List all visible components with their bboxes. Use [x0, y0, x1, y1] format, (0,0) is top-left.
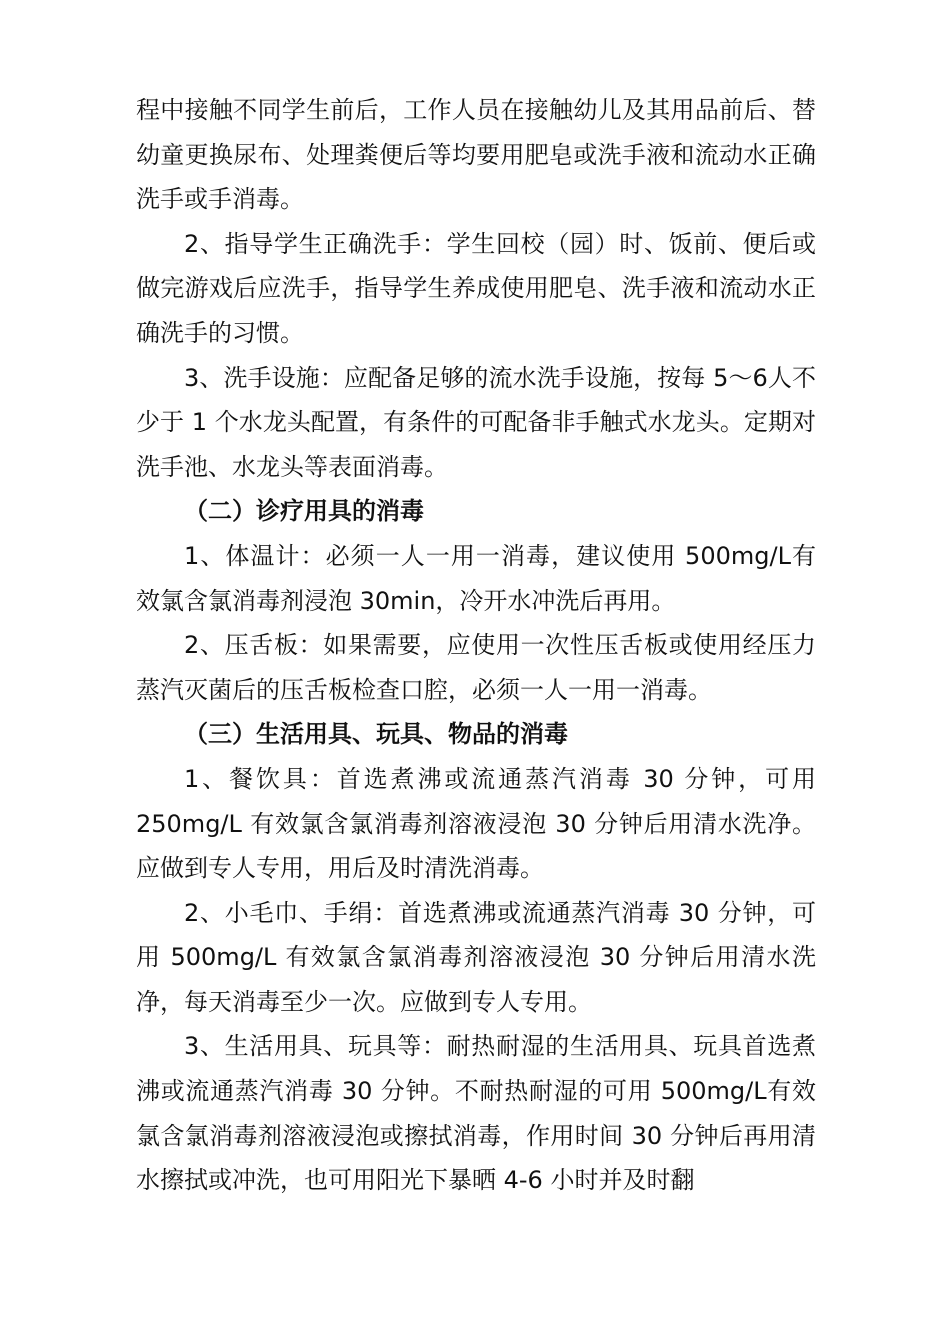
paragraph-hand-hygiene-continued: 程中接触不同学生前后，工作人员在接触幼儿及其用品前后、替幼童更换尿布、处理粪便后等均要用肥皂或洗手液和流动水正确洗手或手消毒。	[136, 96, 816, 214]
paragraph-towels: 2、小毛巾、手绢：首选煮沸或流通蒸汽消毒 30 分钟，可用 500mg/L 有效氯含氯消毒剂溶液浸泡 30 分钟后用清水洗净，每天消毒至少一次。应做到专人专用。	[136, 898, 816, 1016]
section-heading-daily-items: （三）生活用具、玩具、物品的消毒	[184, 720, 568, 749]
paragraph-tableware: 1、餐饮具：首选煮沸或流通蒸汽消毒 30 分钟，可用250mg/L 有效氯含氯消毒剂溶液浸泡 30 分钟后用清水洗净。应做到专人专用，用后及时清洗消毒。	[136, 764, 816, 883]
section-heading-medical-instruments: （二）诊疗用具的消毒	[184, 497, 424, 526]
document-body	[136, 88, 816, 1203]
paragraph-thermometer: 1、体温计：必须一人一用一消毒，建议使用 500mg/L有效氯含氯消毒剂浸泡 30min，冷开水冲洗后再用。	[136, 541, 816, 615]
paragraph-handwashing-facilities: 3、洗手设施：应配备足够的流水洗手设施，按每 5～6人不少于 1 个水龙头配置，有条件的可配备非手触式水龙头。定期对洗手池、水龙头等表面消毒。	[136, 363, 816, 481]
paragraph-tongue-depressor: 2、压舌板：如果需要，应使用一次性压舌板或使用经压力蒸汽灭菌后的压舌板检查口腔，必须一人一用一消毒。	[136, 631, 816, 704]
paragraph-toys: 3、生活用具、玩具等：耐热耐湿的生活用具、玩具首选煮沸或流通蒸汽消毒 30 分钟。不耐热耐湿的可用 500mg/L有效氯含氯消毒剂溶液浸泡或擦拭消毒，作用时间 30 分钟后再用清水擦拭或冲洗，也可用阳光下暴晒 4-6 小时并及时翻	[136, 1032, 816, 1195]
paragraph-guide-handwashing: 2、指导学生正确洗手：学生回校（园）时、饭前、便后或做完游戏后应洗手，指导学生养成使用肥皂、洗手液和流动水正确洗手的习惯。	[136, 229, 816, 347]
